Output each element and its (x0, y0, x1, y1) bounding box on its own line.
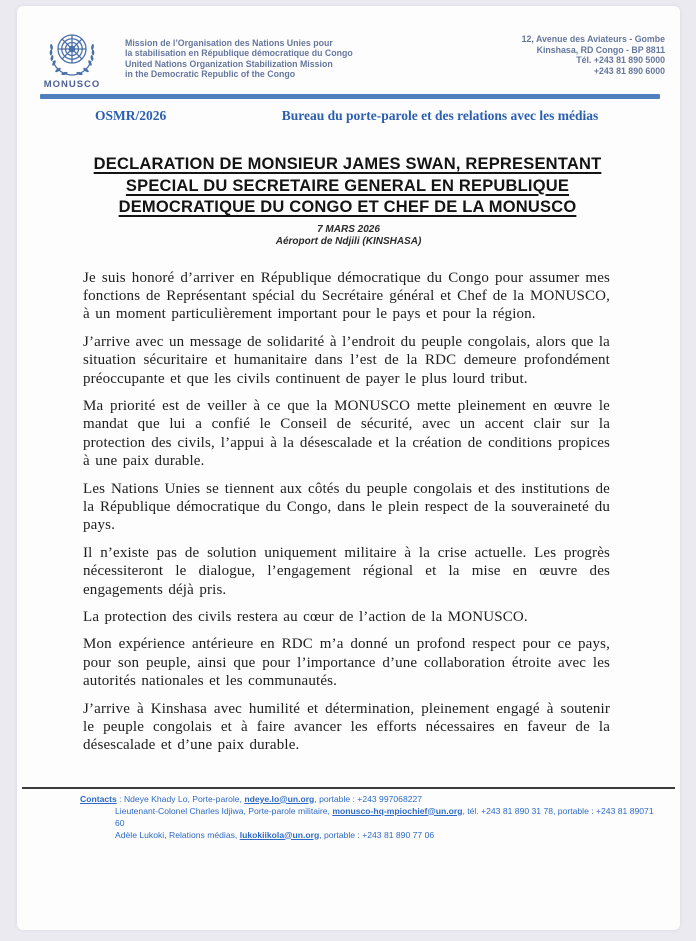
contact-text: , tél. +243 81 890 31 78, portable : +243 81 89071 60 (115, 805, 654, 828)
title-line-3: DEMOCRATIQUE DU CONGO ET CHEF DE LA MONUSCO (118, 198, 577, 216)
email-link-ndeye[interactable]: ndeye.lo@un.org (244, 793, 315, 804)
date-line: 7 MARS 2026 (317, 223, 380, 235)
contacts-label: Contacts (80, 793, 117, 804)
footer (17, 787, 680, 841)
address-line: Kinshasa, RD Congo - BP 8811 (536, 44, 665, 55)
un-emblem-icon (41, 30, 103, 77)
paragraph-5: Il n’existe pas de solution uniquement militaire à la crise actuelle. Les progrès nécessiteront le dialogue, l’engagement régional et la mise en œuvre des engagements déjà pris. (83, 544, 610, 598)
document-page (17, 6, 680, 930)
address-line: +243 81 890 6000 (593, 65, 665, 76)
paragraph-4: Les Nations Unies se tiennent aux côtés du peuple congolais et des institutions de la République démocratique du Congo, dans le plein respect de la souveraineté du pays. (83, 480, 610, 534)
letterhead (17, 6, 680, 90)
footer-divider (22, 787, 675, 789)
address-line: Tél. +243 81 890 5000 (576, 55, 665, 66)
address-block (522, 30, 665, 76)
email-link-lukoki[interactable]: lukokiikola@un.org (239, 829, 320, 840)
contacts-block (80, 793, 665, 841)
contact-text: Lieutenant-Colonel Charles Idjiwa, Porte-parole militaire, (115, 805, 333, 816)
mission-name-block (125, 30, 353, 80)
paragraph-8: J’arrive à Kinshasa avec humilité et détermination, pleinement engagé à soutenir le peuple congolais et à faire avancer les efforts nécessaires en faveur de la désescalade et d’une paix durable. (83, 700, 610, 754)
paragraph-7: Mon expérience antérieure en RDC m’a donné un profond respect pour ce pays, pour son peuple, ainsi que pour l’importance d’une collaboration étroite avec les autorités nationales et les communautés. (83, 636, 610, 690)
contact-text: Adèle Lukoki, Relations médias, (115, 829, 240, 840)
paragraph-2: J’arrive avec un message de solidarité à l’endroit du peuple congolais, alors que la situation sécuritaire et humanitaire dans l’est de la RDC demeure profondément préoccupante et que les civils continuent de payer le plus lourd tribut. (83, 333, 610, 387)
bureau-title: Bureau du porte-parole et des relations avec les médias (281, 108, 599, 123)
paragraph-6: La protection des civils restera au cœur de l’action de la MONUSCO. (83, 609, 528, 625)
location-line: Aéroport de Ndjili (KINSHASA) (275, 235, 422, 247)
contact-text: : Ndeye Khady Lo, Porte-parole, (116, 793, 245, 804)
contact-line-1 (80, 793, 665, 805)
mission-line: in the Democratic Republic of the Congo (125, 69, 296, 80)
contact-text: , portable : +243 81 890 77 06 (319, 829, 435, 840)
header-divider (40, 94, 660, 99)
contact-line-2 (80, 805, 665, 829)
contact-text: , portable : +243 997068227 (314, 793, 423, 804)
contact-line-3 (80, 829, 665, 841)
reference-row (17, 108, 680, 124)
mission-line: la stabilisation en République démocratique du Congo (125, 48, 353, 59)
email-link-military-spokesperson[interactable]: monusco-hq-mpiochief@un.org (332, 805, 463, 816)
mission-line: United Nations Organization Stabilization Mission (125, 58, 333, 69)
paragraph-3: Ma priorité est de veiller à ce que la MONUSCO mette pleinement en œuvre le mandat que lui a confié le Conseil de sécurité, avec un accent clair sur la protection des civils, l’appui à la désescalade et la création de conditions propices à une paix durable. (83, 397, 610, 470)
title-line-2: SPECIAL DU SECRETAIRE GENERAL EN REPUBLIQUE (125, 176, 570, 195)
monusco-logo-label: MONUSCO (43, 79, 101, 90)
document-title (83, 154, 612, 219)
title-line-1: DECLARATION DE MONSIEUR JAMES SWAN, REPRESENTANT (93, 155, 602, 173)
document-body (83, 269, 610, 791)
reference-number: OSMR/2026 (95, 108, 167, 123)
paragraph-1: Je suis honoré d’arriver en République démocratique du Congo pour assumer mes fonctions de Représentant spécial du Secrétaire général et Chef de la MONUSCO, à un moment particulièrement important pour le pays et pour la région. (83, 269, 610, 323)
mission-line: Mission de l’Organisation des Nations Unies pour (125, 38, 333, 48)
monusco-logo (37, 30, 107, 90)
address-line: 12, Avenue des Aviateurs - Gombe (521, 34, 665, 44)
